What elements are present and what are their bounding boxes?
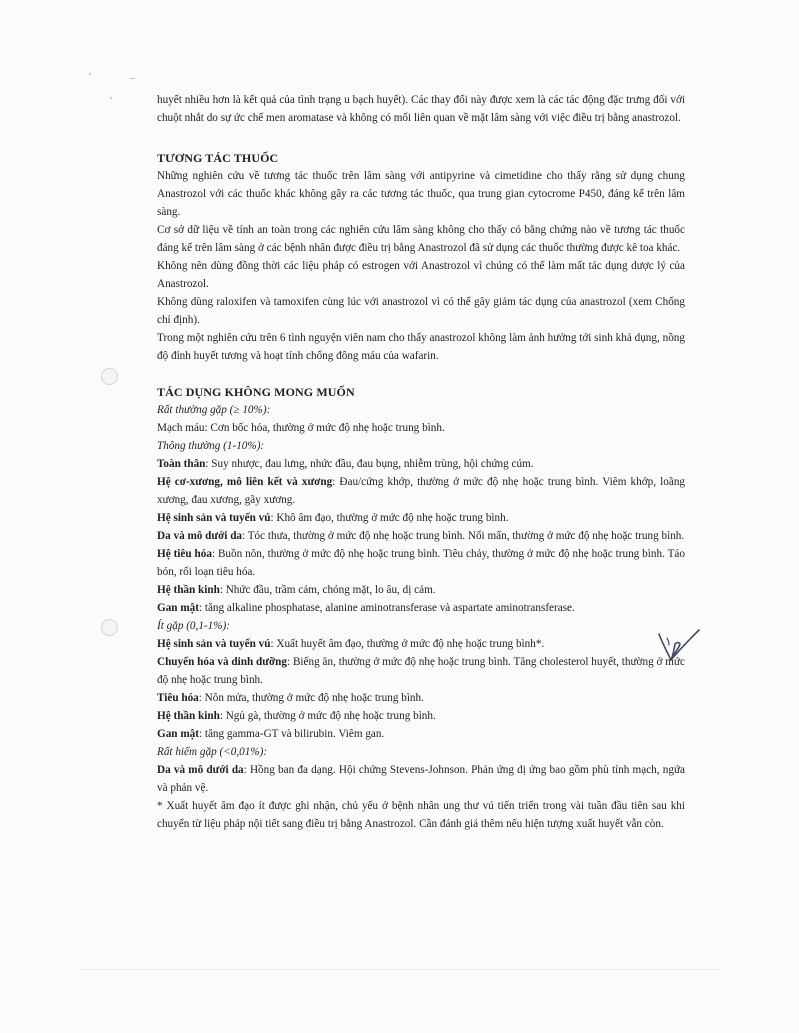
- interactions-paragraph: Không dùng raloxifen và tamoxifen cùng lúc với anastrozol vì có thể gây giảm tác dụng của anastrozol (xem Chống chỉ định).: [157, 296, 685, 326]
- document-body: [157, 91, 685, 833]
- adverse-entry: Hệ sinh sản và tuyến vú: Xuất huyết âm đạo, thường ở mức độ nhẹ hoặc trung bình*.: [157, 638, 545, 650]
- punch-hole-lower: [101, 619, 118, 636]
- interactions-paragraph: Trong một nghiên cứu trên 6 tình nguyện viên nam cho thấy anastrozol không làm ảnh hưởng tới sinh khả dụng, nồng độ đỉnh huyết tương và hoạt tính chống đông máu của wafarin.: [157, 332, 685, 362]
- adverse-entry: Da và mô dưới da: Hồng ban đa dạng. Hội chứng Stevens-Johnson. Phản ứng dị ứng bao gồm phù tính mạch, ngứa và phản vệ.: [157, 764, 685, 794]
- footnote: * Xuất huyết âm đạo ít được ghi nhận, chủ yếu ở bệnh nhân ung thư vú tiến triển trong vài tuần đầu tiên sau khi chuyển từ liệu pháp nội tiết sang điều trị bằng Anastrozol. Cần đánh giá thêm nếu hiện tượng xuất huyết vẫn còn.: [157, 800, 685, 830]
- adverse-entry: Da và mô dưới da: Tóc thưa, thường ở mức độ nhẹ hoặc trung bình. Nổi mẩn, thường ở mức độ nhẹ hoặc trung bình.: [157, 530, 685, 542]
- adverse-entry: Tiêu hóa: Nôn mửa, thường ở mức độ nhẹ hoặc trung bình.: [157, 692, 424, 704]
- adverse-entry: Gan mật: tăng alkaline phosphatase, alanine aminotransferase và aspartate aminotransferase.: [157, 602, 575, 614]
- adverse-entry: Hệ sinh sản và tuyến vú: Khô âm đạo, thường ở mức độ nhẹ hoặc trung bình.: [157, 512, 509, 524]
- frequency-label-common: Thông thường (1-10%):: [157, 440, 265, 452]
- adverse-entry: Hệ thần kinh: Ngủ gà, thường ở mức độ nhẹ hoặc trung bình.: [157, 710, 436, 722]
- punch-hole-upper: [101, 368, 118, 385]
- page-bottom-edge: [80, 969, 720, 970]
- adverse-entry: Toàn thân: Suy nhược, đau lưng, nhức đầu, đau bụng, nhiễm trùng, hội chứng cúm.: [157, 458, 534, 470]
- interactions-paragraph: Cơ sở dữ liệu về tính an toàn trong các nghiên cứu lâm sàng không cho thấy có bằng chứng nào về tương tác thuốc đáng kể trên lâm sàng ở các bệnh nhân được điều trị bằng Anastrozol đã sử dụng các thuốc thường được kê toa khác.: [157, 224, 685, 254]
- frequency-label-very-common: Rất thường gặp (≥ 10%):: [157, 404, 271, 416]
- interactions-paragraph: Không nên dùng đồng thời các liệu pháp có estrogen với Anastrozol vì chúng có thể làm mất tác dụng dược lý của Anastrozol.: [157, 260, 685, 290]
- scan-speck: [110, 97, 112, 99]
- adverse-entry: Mạch máu: Cơn bốc hỏa, thường ở mức độ nhẹ hoặc trung bình.: [157, 422, 445, 434]
- adverse-entry: Gan mật: tăng gamma-GT và bilirubin. Viêm gan.: [157, 728, 385, 740]
- frequency-label-very-rare: Rất hiếm gặp (<0,01%):: [157, 746, 268, 758]
- section-heading-interactions: TƯƠNG TÁC THUỐC: [157, 151, 279, 165]
- adverse-entry: Chuyển hóa và dinh dưỡng: Biếng ăn, thường ở mức độ nhẹ hoặc trung bình. Tăng cholesterol huyết, thường ở mức độ nhẹ hoặc trung bình.: [157, 656, 685, 686]
- scan-speck: [130, 78, 135, 79]
- adverse-entry: Hệ thần kinh: Nhức đầu, trầm cảm, chóng mặt, lo âu, dị cảm.: [157, 584, 436, 596]
- scan-speck: [89, 73, 91, 75]
- adverse-entry: Hệ tiêu hóa: Buồn nôn, thường ở mức độ nhẹ hoặc trung bình. Tiêu chảy, thường ở mức độ nhẹ hoặc trung bình. Táo bón, rối loạn tiêu hóa.: [157, 548, 685, 578]
- interactions-paragraph: Những nghiên cứu về tương tác thuốc trên lâm sàng với antipyrine và cimetidine cho thấy rằng sử dụng chung Anastrozol với các thuốc khác không gây ra các tương tác thuốc, qua trung gian cytocrome P450, đáng kể trên lâm sàng.: [157, 170, 685, 218]
- adverse-entry: Hệ cơ-xương, mô liên kết và xương: Đau/cứng khớp, thường ở mức độ nhẹ hoặc trung bình. Viêm khớp, loãng xương, đau xương, gãy xương.: [157, 476, 686, 506]
- intro-paragraph: huyết nhiều hơn là kết quả của tình trạng u bạch huyết). Các thay đổi này được xem là các tác động đặc trưng đối với chuột nhắt do sự ức chế men aromatase và không có mối liên quan về mặt lâm sàng với việc điều trị bằng anastrozol.: [157, 94, 685, 124]
- frequency-label-uncommon: Ít gặp (0,1-1%):: [157, 620, 231, 632]
- section-heading-adverse-effects: TÁC DỤNG KHÔNG MONG MUỐN: [157, 385, 355, 399]
